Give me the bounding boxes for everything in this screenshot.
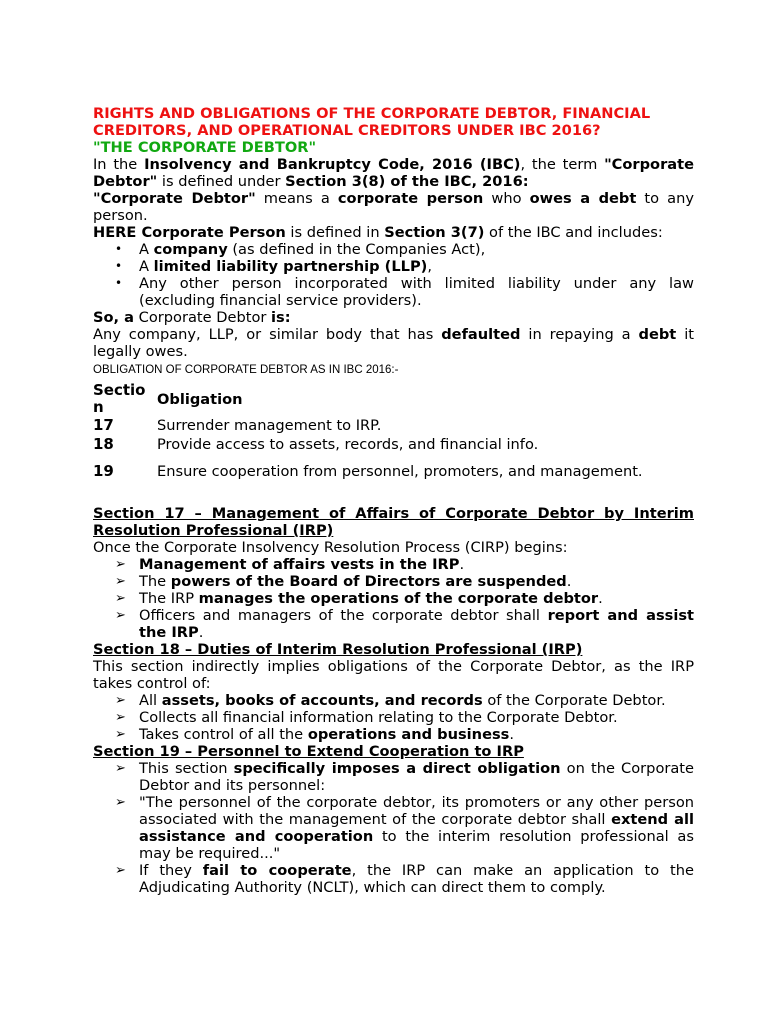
text-run: . bbox=[598, 590, 603, 607]
obligation-table bbox=[93, 382, 660, 488]
text-run: (as defined in the Companies Act), bbox=[227, 241, 486, 258]
text-run: who bbox=[483, 190, 530, 207]
bold-run: assets, books of accounts, and records bbox=[161, 692, 483, 709]
bold-run: Section 3(8) of the IBC, 2016: bbox=[285, 173, 529, 190]
list-item bbox=[93, 556, 694, 573]
table-row bbox=[93, 454, 660, 488]
text-run: on the Corporate Debtor and its personnel: bbox=[139, 760, 695, 794]
bold-run: specifically imposes a direct obligation bbox=[233, 760, 561, 777]
text-run: to any person. bbox=[93, 190, 694, 224]
table-header-section bbox=[93, 382, 157, 416]
text-run: "The personnel of the corporate debtor, its promoters or any other person associated with the management of the corporate debtor shall bbox=[139, 794, 694, 828]
bold-run: "Corporate Debtor" bbox=[93, 190, 256, 207]
bold-run: Section 3(7) bbox=[384, 224, 485, 241]
text-run: A bbox=[139, 241, 154, 258]
bold-run: owes a debt bbox=[529, 190, 637, 207]
bold-run: So, a bbox=[93, 309, 135, 326]
text-run: All bbox=[139, 692, 162, 709]
bold-run: powers of the Board of Directors are suspended bbox=[170, 573, 567, 590]
text-run: . bbox=[459, 556, 465, 573]
text-run: A bbox=[139, 258, 154, 275]
so-definition bbox=[93, 326, 694, 360]
bold-run: defaulted bbox=[441, 326, 521, 343]
text-run: , bbox=[427, 258, 432, 275]
bold-run: extend all assistance and cooperation bbox=[139, 811, 694, 845]
document-subtitle: "THE CORPORATE DEBTOR" bbox=[93, 139, 317, 156]
list-item bbox=[93, 862, 694, 896]
text-run: This section bbox=[139, 760, 234, 777]
list-item bbox=[93, 794, 694, 862]
text-run: If they bbox=[139, 862, 203, 879]
section-18-heading: Section 18 – Duties of Interim Resolution Professional (IRP) bbox=[93, 641, 583, 658]
bold-run: Insolvency and Bankruptcy Code, 2016 (IBC) bbox=[144, 156, 521, 173]
table-cell-obligation: Ensure cooperation from personnel, promoters, and management. bbox=[157, 462, 643, 480]
section-17-list bbox=[93, 556, 694, 641]
bold-run: manages the operations of the corporate debtor bbox=[198, 590, 599, 607]
table-cell-section: 18 bbox=[93, 435, 114, 453]
text-run: The bbox=[139, 573, 171, 590]
bold-run: limited liability partnership (LLP) bbox=[153, 258, 428, 275]
text-run: of the Corporate Debtor. bbox=[482, 692, 666, 709]
list-item bbox=[93, 760, 694, 794]
bold-run: debt bbox=[638, 326, 677, 343]
list-item bbox=[93, 258, 694, 275]
text-run: Takes control of all the bbox=[139, 726, 308, 743]
list-item bbox=[93, 726, 694, 743]
list-item bbox=[93, 607, 694, 641]
text-run: of the IBC and includes: bbox=[484, 224, 663, 241]
table-row bbox=[93, 435, 660, 454]
bold-run: "Corporate Debtor" bbox=[93, 156, 695, 190]
text-run: , the IRP can make an application to the Adjudicating Authority (NCLT), which can direct them to comply. bbox=[139, 862, 694, 896]
list-item bbox=[93, 709, 694, 726]
table-header-row bbox=[93, 382, 660, 416]
text-run: . bbox=[509, 726, 514, 743]
document-page bbox=[93, 105, 694, 896]
bold-run: fail to cooperate bbox=[202, 862, 352, 879]
section-19-heading: Section 19 – Personnel to Extend Cooperation to IRP bbox=[93, 743, 524, 760]
section-18-lead: This section indirectly implies obligations of the Corporate Debtor, as the IRP takes control of: bbox=[93, 658, 694, 692]
obligation-caption: OBLIGATION OF CORPORATE DEBTOR AS IN IBC 2016:- bbox=[93, 364, 399, 376]
intro-paragraph-2 bbox=[93, 190, 694, 224]
bold-run: HERE Corporate Person bbox=[93, 224, 286, 241]
so-line bbox=[93, 309, 694, 326]
bold-run: report and assist the IRP bbox=[139, 607, 694, 641]
text-run: Any other person incorporated with limited liability under any law (excluding financial service providers). bbox=[139, 275, 694, 309]
bold-run: operations and business bbox=[307, 726, 510, 743]
text-run: is defined under bbox=[157, 173, 286, 190]
bold-run: is: bbox=[271, 309, 291, 326]
title-line-1: RIGHTS AND OBLIGATIONS OF THE CORPORATE DEBTOR, FINANCIAL bbox=[93, 105, 651, 122]
text-run: it legally owes. bbox=[93, 326, 694, 360]
text-run: Corporate Debtor bbox=[134, 309, 272, 326]
document-title bbox=[93, 105, 694, 139]
table-cell-section: 17 bbox=[93, 416, 114, 434]
intro-paragraph-3 bbox=[93, 224, 694, 241]
text-run: Collects all financial information relating to the Corporate Debtor. bbox=[139, 709, 618, 726]
text-run: The IRP bbox=[139, 590, 199, 607]
table-row bbox=[93, 416, 660, 435]
text-run: is defined in bbox=[285, 224, 385, 241]
table-cell-obligation: Provide access to assets, records, and financial info. bbox=[157, 436, 539, 453]
text-run: In the bbox=[93, 156, 145, 173]
list-item bbox=[93, 573, 694, 590]
section-18-list bbox=[93, 692, 694, 743]
bold-run: Management of affairs vests in the IRP bbox=[139, 556, 460, 573]
spacer bbox=[93, 488, 694, 505]
text-run: . bbox=[198, 624, 204, 641]
list-item bbox=[93, 590, 694, 607]
list-item bbox=[93, 692, 694, 709]
text-run: Any company, LLP, or similar body that has bbox=[93, 326, 442, 343]
title-line-2: CREDITORS, AND OPERATIONAL CREDITORS UNDER IBC 2016? bbox=[93, 122, 601, 139]
table-header-obligation: Obligation bbox=[157, 390, 243, 408]
bold-run: corporate person bbox=[337, 190, 484, 207]
text-run: Officers and managers of the corporate debtor shall bbox=[139, 607, 548, 624]
table-cell-section: 19 bbox=[93, 461, 114, 480]
includes-list bbox=[93, 241, 694, 309]
header-text: Section bbox=[93, 381, 146, 416]
text-run: to the interim resolution professional as may be required..." bbox=[139, 828, 694, 862]
text-run: . bbox=[566, 573, 572, 590]
section-17-heading: Section 17 – Management of Affairs of Corporate Debtor by Interim Resolution Professional (IRP) bbox=[93, 505, 694, 539]
section-19-list bbox=[93, 760, 694, 896]
list-item bbox=[93, 241, 694, 258]
text-run: , the term bbox=[520, 156, 605, 173]
text-run: means a bbox=[255, 190, 338, 207]
intro-paragraph-1 bbox=[93, 156, 694, 190]
table-cell-obligation: Surrender management to IRP. bbox=[157, 417, 382, 434]
section-17-lead: Once the Corporate Insolvency Resolution Process (CIRP) begins: bbox=[93, 539, 568, 556]
bold-run: company bbox=[153, 241, 228, 258]
text-run: in repaying a bbox=[520, 326, 639, 343]
list-item bbox=[93, 275, 694, 309]
